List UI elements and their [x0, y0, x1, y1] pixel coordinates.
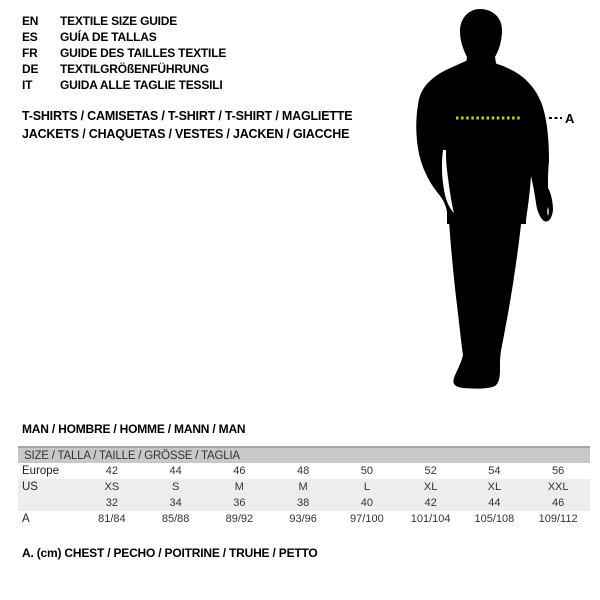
table-cell: 36 [233, 497, 246, 509]
language-code: FR [22, 46, 38, 60]
silhouette-head [460, 9, 502, 69]
table-cell: 89/92 [225, 513, 254, 525]
language-row-es [22, 29, 226, 45]
table-cell: M [234, 481, 244, 493]
garment-categories [22, 108, 352, 143]
language-code: ES [22, 30, 38, 44]
language-code: IT [22, 78, 33, 92]
table-cell: 56 [552, 465, 565, 477]
table-cell: 48 [297, 465, 310, 477]
language-label: TEXTILE SIZE GUIDE [60, 14, 178, 28]
table-row-numeric [18, 495, 590, 511]
man-silhouette-svg [390, 0, 590, 400]
category-line-tshirts: T-SHIRTS / CAMISETAS / T-SHIRT / T-SHIRT / MAGLIETTE [22, 109, 353, 123]
table-cell: XXL [547, 481, 569, 493]
language-row-fr [22, 45, 226, 61]
man-silhouette-figure [390, 0, 590, 400]
language-list [22, 13, 226, 93]
language-code: EN [22, 14, 39, 28]
size-table [18, 446, 590, 527]
row-label: Europe [22, 465, 60, 477]
table-cell: 44 [169, 465, 182, 477]
table-cell: 34 [169, 497, 182, 509]
silhouette-torso [416, 60, 553, 224]
table-cell: 38 [297, 497, 310, 509]
table-cell: 44 [488, 497, 501, 509]
table-cell: 46 [233, 465, 246, 477]
section-title: MAN / HOMBRE / HOMME / MANN / MAN [22, 422, 246, 436]
language-row-en [22, 13, 226, 29]
table-cell: 42 [105, 465, 118, 477]
language-label: GUIDA ALLE TAGLIE TESSILI [60, 78, 223, 92]
table-row-us [18, 479, 590, 495]
table-cell: 93/96 [289, 513, 317, 525]
table-cell: 46 [552, 497, 565, 509]
measurement-footnote: A. (cm) CHEST / PECHO / POITRINE / TRUHE / PETTO [22, 546, 318, 560]
table-cell: 40 [360, 497, 373, 509]
table-cell: 105/108 [474, 513, 515, 525]
language-row-de [22, 61, 226, 77]
language-label: GUÍA DE TALLAS [60, 30, 157, 44]
table-cell: M [298, 481, 308, 493]
table-cell: 50 [360, 465, 373, 477]
table-cell: 52 [424, 465, 437, 477]
table-cell: 81/84 [98, 513, 126, 525]
silhouette-legs [448, 204, 523, 389]
table-cell: 42 [424, 497, 437, 509]
table-cell: XS [104, 481, 120, 493]
row-label: US [22, 481, 38, 493]
language-label: GUIDE DES TAILLES TEXTILE [60, 46, 227, 60]
row-label: A [22, 513, 30, 525]
table-cell: 97/100 [350, 513, 384, 525]
table-cell: 101/104 [410, 513, 451, 525]
measure-label-a: A [565, 111, 575, 126]
table-cell: L [363, 481, 370, 493]
size-table-header: SIZE / TALLA / TAILLE / GRÖSSE / TAGLIA [18, 446, 590, 463]
table-cell: 109/112 [538, 513, 578, 525]
language-row-it [22, 77, 226, 93]
table-row-chest [18, 511, 590, 527]
table-cell: 85/88 [161, 513, 190, 525]
table-cell: S [171, 481, 180, 493]
language-code: DE [22, 62, 39, 76]
table-cell: 54 [488, 465, 501, 477]
table-cell: 32 [105, 497, 118, 509]
language-label: TEXTILGRÖßENFÜHRUNG [60, 62, 209, 76]
category-line-jackets: JACKETS / CHAQUETAS / VESTES / JACKEN / GIACCHE [22, 126, 350, 141]
table-cell: XL [423, 481, 438, 493]
table-row-europe [18, 463, 590, 479]
table-cell: XL [487, 481, 502, 493]
